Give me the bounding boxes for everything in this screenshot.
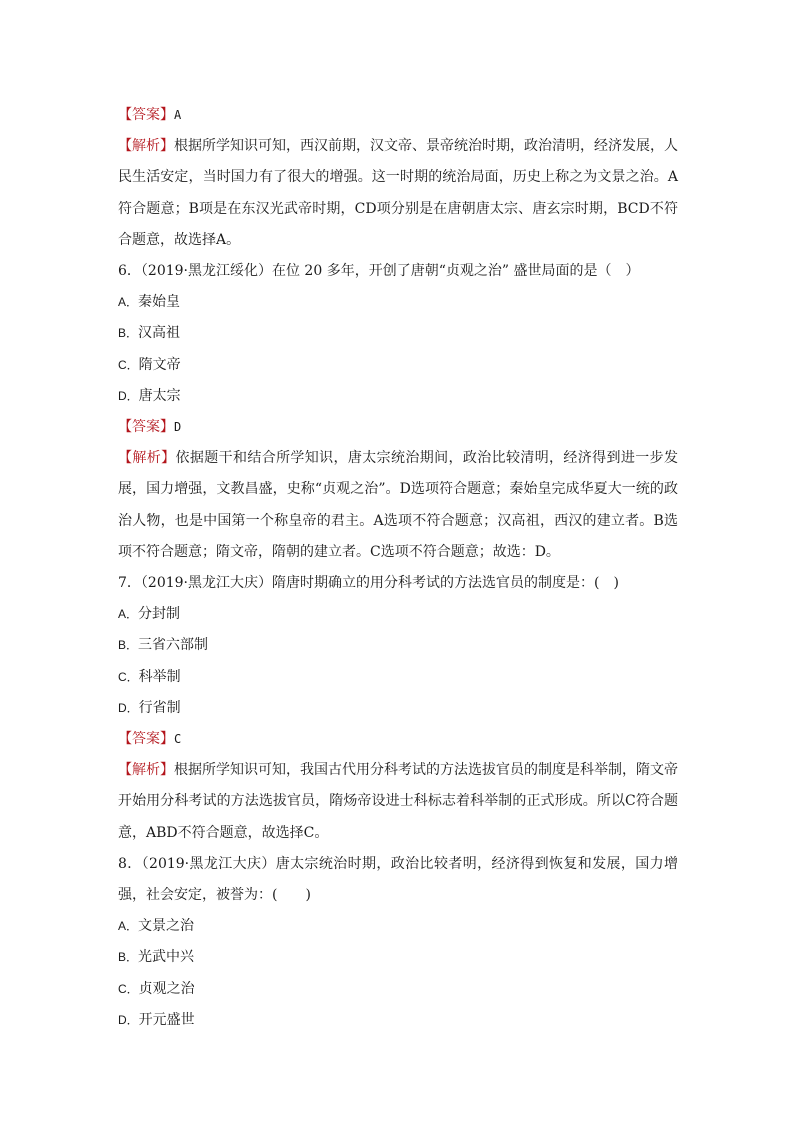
answer-line-q5 [118, 100, 678, 131]
answer-value: A [174, 108, 182, 122]
analysis-text: 根据所学知识可知，我国古代用分科考试的方法选拔官员的制度是科举制，隋文帝开始用分科考试的方法选拔官员，隋炀帝设进士科标志着科举制的正式形成。所以C符合题意，ABD不符合题意，故选择C。 [118, 762, 678, 841]
option-q8-d: D．开元盛世 [118, 1011, 195, 1028]
option-q8-b: B．光武中兴 [118, 949, 195, 966]
question-stem-q7: 7．（2019·黑龙江大庆）隋唐时期确立的用分科考试的方法选官员的制度是：( ) [118, 575, 619, 592]
option-q7-d: D．行省制 [118, 699, 181, 716]
answer-line-q6 [118, 412, 678, 443]
answer-line-q7 [118, 724, 678, 755]
page-content [118, 100, 678, 1036]
answer-value: C [174, 732, 182, 747]
answer-value: D [174, 420, 182, 435]
answer-tag: 【答案】 [118, 419, 174, 436]
analysis-text: 依据题干和结合所学知识，唐太宗统治期间，政治比较清明，经济得到进一步发展，国力增强，文教昌盛，史称“贞观之治”。D选项符合题意；秦始皇完成华夏大一统的政治人物，也是中国第一个称皇帝的君主。A选项不符合题意；汉高祖，西汉的建立者。B选项不符合题意；隋文帝，隋朝的建立者。C选项不符合题意；故选：D。 [118, 450, 679, 560]
option-q8-a: A．文景之治 [118, 918, 195, 935]
option-q7-a: A．分封制 [118, 606, 181, 623]
question-stem-q6: 6．（2019·黑龙江绥化）在位 20 多年，开创了唐朝“贞观之治” 盛世局面的是（ ） [118, 263, 640, 280]
option-q6-d: D．唐太宗 [118, 387, 181, 404]
analysis-tag: 【解析】 [118, 450, 176, 467]
analysis-tag: 【解析】 [118, 762, 174, 779]
analysis-paragraph-q7 [118, 755, 678, 849]
question-stem-q8: 8．（2019·黑龙江大庆）唐太宗统治时期，政治比较者明，经济得到恢复和发展，国力增强，社会安定，被誉为：( ) [118, 855, 678, 904]
analysis-paragraph-q6 [118, 443, 678, 568]
analysis-tag: 【解析】 [118, 138, 174, 155]
option-q7-c: C．科举制 [118, 668, 181, 685]
analysis-text: 根据所学知识可知，西汉前期，汉文帝、景帝统治时期，政治清明，经济发展，人民生活安定，当时国力有了很大的增强。这一时期的统治局面，历史上称之为文景之治。A符合题意；B项是在东汉光武帝时期，CD项分别是在唐朝唐太宗、唐玄宗时期，BCD不符合题意，故选择A。 [118, 138, 678, 248]
analysis-paragraph-q5 [118, 131, 678, 256]
option-q6-c: C．隋文帝 [118, 356, 181, 373]
answer-tag: 【答案】 [118, 107, 174, 123]
option-q6-b: B．汉高祖 [118, 325, 181, 342]
option-q8-c: C．贞观之治 [118, 980, 195, 997]
option-q7-b: B．三省六部制 [118, 637, 209, 654]
answer-tag: 【答案】 [118, 731, 174, 748]
option-q6-a: A．秦始皇 [118, 294, 181, 311]
